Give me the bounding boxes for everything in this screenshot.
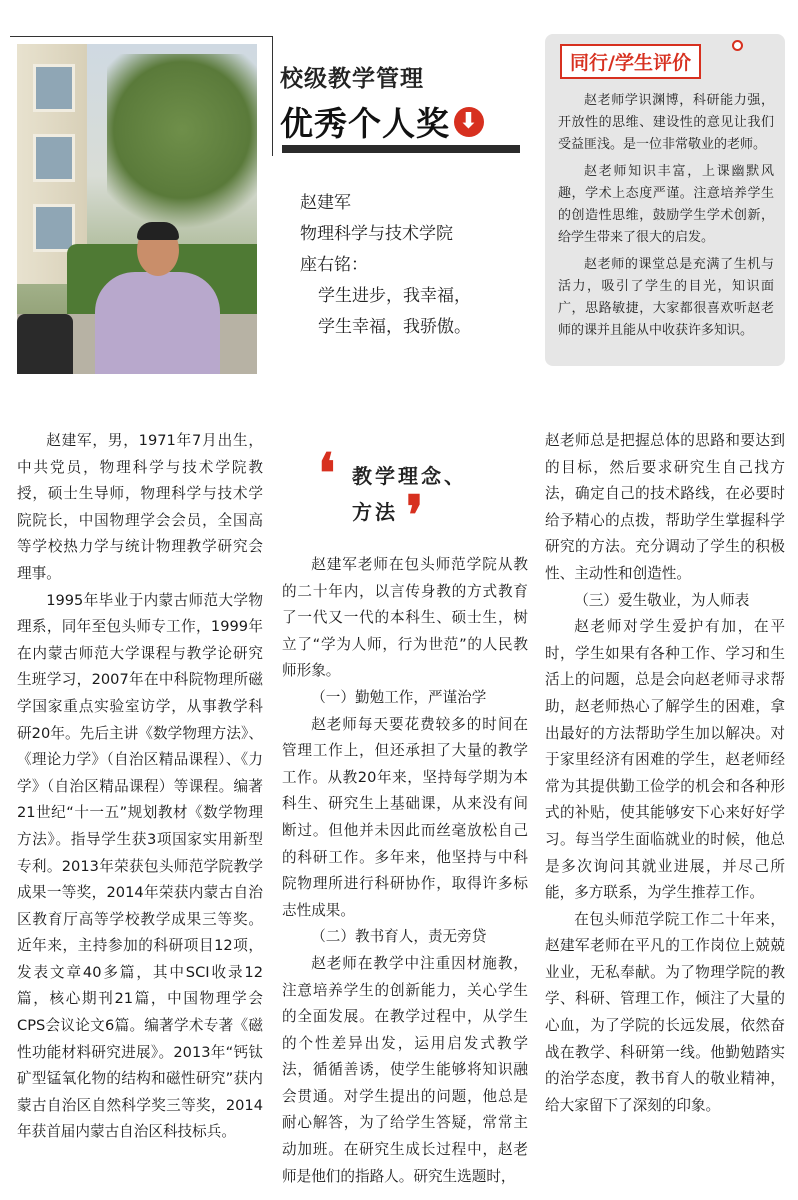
- evaluation-header: 同行/学生评价: [560, 44, 701, 79]
- award-title-text: 优秀个人奖: [280, 104, 450, 143]
- vertical-rule: [272, 36, 273, 156]
- evaluation-paragraph: 赵老师学识渊博，科研能力强，开放性的思维、建设性的意见让我们受益匪浅。是一位非常敬业的老师。: [558, 93, 774, 152]
- evaluation-paragraph: 赵老师知识丰富，上课幽默风趣，学术上态度严谨。注意培养学生的创造性思维，鼓励学生学术创新，给学生带来了很大的启发。: [558, 164, 774, 245]
- photo-window: [33, 204, 75, 252]
- article-column-3: [545, 428, 785, 1119]
- evaluation-body: [558, 90, 774, 347]
- award-title-line1: 校级教学管理: [280, 66, 424, 92]
- photo-window: [33, 134, 75, 182]
- evaluation-dot-icon: [732, 40, 743, 51]
- section-heading-line2: 方法: [352, 500, 398, 524]
- article-column-2: [282, 552, 528, 1190]
- article-paragraph: 赵老师对学生爱护有加，在平时，学生如果有各种工作、学习和生活上的问题，总是会向赵老师寻求帮助，赵老师热心了解学生的困难，拿出最好的方法帮助学生加以解决。对于家里经济有困难的学生，赵老师经常为其提供勤工俭学的机会和各种形式的补贴，使其能够安下心来好好学习。每当学生面临就业的时候，他总是多次询问其就业进展，并尽己所能，多方联系，为学生推荐工作。: [545, 618, 785, 902]
- profile-block: [300, 188, 471, 343]
- photo-window: [33, 64, 75, 112]
- profile-motto-line2: 学生幸福，我骄傲。: [318, 317, 471, 337]
- photo-bag: [17, 314, 73, 374]
- article-paragraph: 赵老师总是把握总体的思路和要达到的目标，然后要求研究生自己找方法，确定自己的技术路线，在必要时给予精心的点拨，帮助学生掌握科学研究的方法。充分调动了学生的积极性、主动性和创造性。: [545, 432, 785, 582]
- down-arrow-icon: ⬇: [454, 107, 484, 137]
- title-underline-bar: [282, 145, 520, 153]
- photo-tree: [107, 54, 257, 244]
- section-heading: [318, 441, 518, 547]
- profile-name: 赵建军: [300, 193, 351, 213]
- award-title-line2: [280, 98, 484, 145]
- photo-person-body: [95, 272, 220, 374]
- article-paragraph: 赵老师每天要花费较多的时间在管理工作上，但还承担了大量的教学工作。从教20年来，坚持每学期为本科生、研究生上基础课，从来没有间断过。但他并未因此而丝毫放松自己的科研工作。多年来，他坚持与中科院物理所进行科研协作，取得许多标志性成果。: [282, 715, 528, 919]
- quote-open-icon: ❛: [318, 441, 336, 505]
- article-column-1: [17, 428, 263, 1146]
- portrait-photo: [17, 44, 257, 374]
- subheading: （二）教书育人，责无旁贷: [311, 928, 487, 946]
- subheading: （一）勤勉工作，严谨治学: [311, 688, 487, 706]
- section-heading-line1: 教学理念、: [352, 464, 467, 488]
- quote-close-icon: ❜: [406, 483, 424, 547]
- article-paragraph: 在包头师范学院工作二十年来，赵建军老师在平凡的工作岗位上兢兢业业，无私奉献。为了物理学院的教学、科研、管理工作，倾注了大量的心血，为了学院的长远发展，依然奋战在教学、科研第一线。他勤勉踏实的治学态度，教书育人的敬业精神，给大家留下了深刻的印象。: [545, 910, 785, 1114]
- profile-college: 物理科学与技术学院: [300, 224, 453, 244]
- article-paragraph: 赵建军，男，1971年7月出生，中共党员，物理科学与技术学院教授，硕士生导师，物理科学与技术学院院长，中国物理学会会员，全国高等学校热力学与统计物理教学研究会理事。: [17, 432, 263, 582]
- profile-motto-label: 座右铭：: [300, 255, 368, 275]
- article-paragraph: 1995年毕业于内蒙古师范大学物理系，同年至包头师专工作，1999年在内蒙古师范大学课程与教学论研究生班学习，2007年在中科院物理所磁学国家重点实验室访学，从事教学科研20年。先后主讲《数学物理方法》、《理论力学》（自治区精品课程）、《力学》（自治区精品课程）等课程。编著21世纪“十一五”规划教材《数学物理方法》。指导学生获3项国家实用新型专利。2013年荣获包头师范学院教学成果一等奖，2014年荣获内蒙古自治区教育厅高等学校教学成果三等奖。近年来，主持参加的科研项目12项，发表文章40多篇，其中SCI收录12篇，核心期刊21篇，中国物理学会CPS会议论文6篇。编著学术专著《磁性功能材料研究进展》。2013年“钙钛矿型锰氧化物的结构和磁性研究”获内蒙古自治区自然科学奖三等奖，2014年获首届内蒙古自治区科技标兵。: [17, 591, 263, 1141]
- evaluation-box: [545, 34, 785, 366]
- photo-person-hair: [137, 222, 179, 240]
- profile-motto-line1: 学生进步，我幸福，: [318, 286, 471, 306]
- subheading: （三）爱生敬业，为人师表: [574, 591, 750, 609]
- evaluation-paragraph: 赵老师的课堂总是充满了生机与活力，吸引了学生的目光，知识面广，思路敏捷，大家都很喜欢听赵老师的课并且能从中收获许多知识。: [558, 257, 774, 338]
- top-rule: [10, 36, 272, 37]
- article-paragraph: 赵建军老师在包头师范学院从教的二十年内，以言传身教的方式教育了一代又一代的本科生、硕士生，树立了“学为人师，行为世范”的人民教师形象。: [282, 556, 528, 680]
- article-paragraph: 赵老师在教学中注重因材施教，注意培养学生的创新能力，关心学生的全面发展。在教学过程中，从学生的个性差异出发，运用启发式教学法，循循善诱，使学生能够将知识融会贯通。对学生提出的问题，他总是耐心解答，为了给学生答疑，常常主动加班。在研究生成长过程中，赵老师是他们的指路人。研究生选题时，: [282, 954, 528, 1185]
